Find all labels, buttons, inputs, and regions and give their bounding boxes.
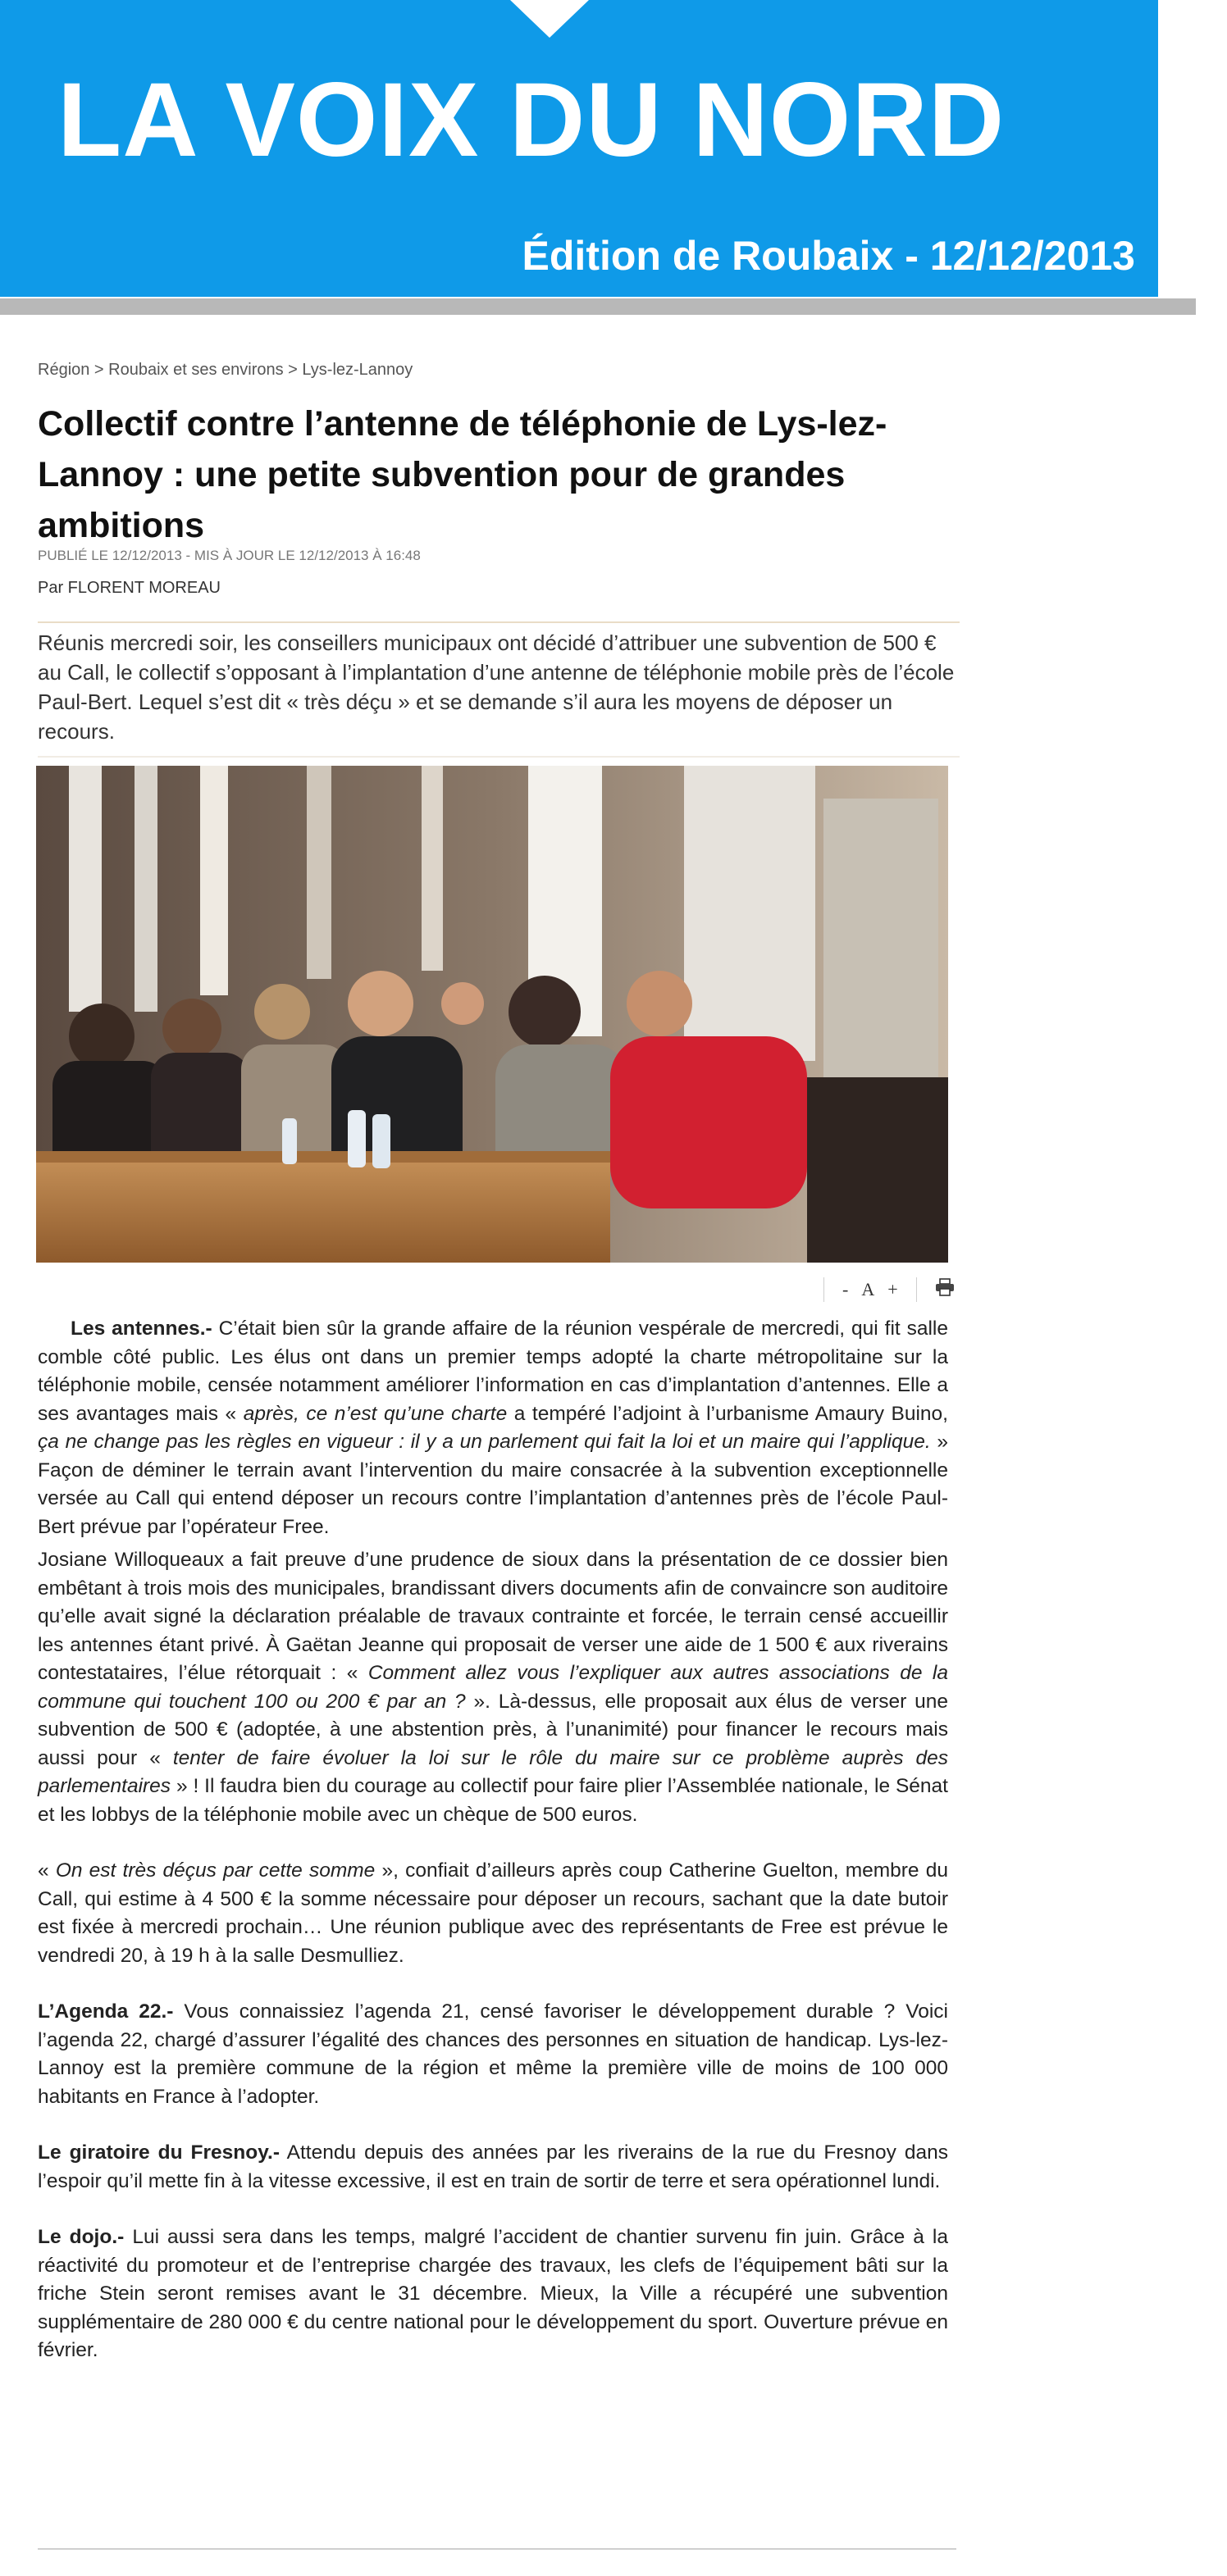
masthead-notch (510, 0, 589, 38)
article-lead: Réunis mercredi soir, les conseillers municipaux ont décidé d’attribuer une subvention de 500 € au Call, le collectif s’opposant à l’implantation d’une antenne de téléphonie mobile près de l’école Paul-Bert. Lequel s’est dit « très déçu » et se demande s’il aura les moyens de déposer un recours. (38, 630, 955, 744)
author-byline: Par FLORENT MOREAU (38, 579, 221, 597)
quote: ça ne change pas les règles en vigueur : il y a un parlement qui fait la loi et un maire qui l’applique. (38, 1431, 931, 1453)
article-headline: Collectif contre l’antenne de téléphonie de Lys-lez-Lannoy : une petite subvention pour de grandes ambitions (38, 404, 887, 545)
section-title: L’Agenda 22.- (38, 2000, 174, 2023)
section-title: Les antennes.- (71, 1318, 212, 1340)
printer-icon-glyph (935, 1278, 955, 1296)
paragraph-guelton (38, 1857, 948, 1970)
text: ». Là-dessus, elle proposait aux élus de verser une subvention de 500 € (adoptée, à une abstention près, à l’unanimité) pour financer le recours mais aussi pour « (38, 1690, 948, 1769)
text: Josiane Willoqueaux a fait preuve d’une prudence de sioux dans la présentation de ce dossier bien embêtant à trois mois des municipales, brandissant divers documents afin de convaincre son auditoire qu’elle avait signé la déclaration préalable de travaux contrainte et forcée, le terrain censé accueillir les antennes étant privé. À Gaëtan Jeanne qui proposait de verser une aide de 1 500 € aux riverains contestataires, l’élue rétorquait : « (38, 1549, 948, 1684)
header-divider (0, 298, 1196, 315)
article-end-divider (38, 2548, 956, 2550)
paragraph-antennes (38, 1315, 948, 1541)
article-body (38, 1315, 948, 2365)
text: Attendu depuis des années par les riverains de la rue du Fresnoy dans l’espoir qu’il mette fin à la vitesse excessive, il est en train de sortir de terre et sera opérationnel lundi. (38, 2141, 948, 2192)
section-title: Le dojo.- (38, 2226, 125, 2248)
paragraph-dojo (38, 2223, 948, 2365)
quote: tenter de faire évoluer la loi sur le rôle du maire sur ce problème auprès des parlementaires (38, 1746, 948, 1797)
text: Vous connaissiez l’agenda 21, censé favoriser le développement durable ? Voici l’agenda 22, chargé d’assurer l’égalité des chances des personnes en situation de handicap. Lys-lez-Lannoy est la première commune de la région et même la première ville de moins de 100 000 habitants en France à l’adopter. (38, 2000, 948, 2108)
council-meeting-photo (36, 766, 948, 1263)
publication-dates: PUBLIÉ LE 12/12/2013 - MIS À JOUR LE 12/12/2013 À 16:48 (38, 548, 421, 563)
tools-separator (823, 1277, 824, 1302)
text: a tempéré l’adjoint à l’urbanisme Amaury Buino, (507, 1402, 948, 1425)
text: Lui aussi sera dans les temps, malgré l’accident de chantier survenu fin juin. Grâce à la réactivité du promoteur et de l’entreprise chargée des travaux, les clefs de l’équipement bâti sur la friche Stein seront remises avant le 31 décembre. Mieux, la Ville a récupéré une subvention supplémentaire de 280 000 € du centre national pour le développement du sport. Ouverture prévue en février. (38, 2226, 949, 2361)
quote: On est très déçus par cette somme (55, 1859, 376, 1882)
text: », confiait d’ailleurs après coup Catherine Guelton, membre du Call, qui estime à 4 500 € la somme nécessaire pour déposer un recours, sachant que la date butoir est fixée à mercredi prochain… Une réunion publique avec des représentants de Free est prévue le vendredi 20, à 19 h à la salle Desmulliez. (38, 1859, 948, 1967)
lead-divider-bottom (38, 756, 960, 758)
quote: après, ce n’est qu’une charte (243, 1402, 508, 1425)
paragraph-agenda-22 (38, 1998, 948, 2111)
paragraph-willoqueaux (38, 1546, 948, 1829)
quote: Comment allez vous l’expliquer aux autres associations de la commune qui touchent 100 ou 200 € par an ? (38, 1662, 948, 1713)
text: » Façon de déminer le terrain avant l’intervention du maire consacrée à la subvention exceptionnelle versée au Call qui entend déposer un recours contre l’implantation d’antennes près de l’école Paul-Bert prévue par l’opérateur Free. (38, 1431, 948, 1538)
masthead-banner (0, 0, 1158, 297)
text-size-tools (812, 1276, 961, 1304)
text: » ! Il faudra bien du courage au collectif pour faire plier l’Assemblée nationale, le Sénat et les lobbys de la téléphonie mobile avec un chèque de 500 euros. (38, 1775, 948, 1826)
printer-icon[interactable] (928, 1278, 961, 1301)
tools-separator (916, 1277, 917, 1302)
paragraph-giratoire (38, 2139, 948, 2196)
text: « (38, 1859, 56, 1882)
newspaper-logo: LA VOIX DU NORD (57, 61, 1006, 179)
section-title: Le giratoire du Fresnoy.- (38, 2141, 280, 2164)
increase-font-button[interactable]: + (887, 1279, 898, 1299)
text: C’était bien sûr la grande affaire de la réunion vespérale de mercredi, qui fit salle comble côté public. Les élus ont dans un premier temps adopté la charte métropolitaine sur la téléphonie mobile, censée notamment améliorer l’information en cas d’implantation d’antennes. Elle a ses avantages mais « (38, 1318, 948, 1425)
decrease-font-button[interactable]: - (842, 1279, 849, 1299)
article-photo (36, 766, 948, 1263)
edition-date: Édition de Roubaix - 12/12/2013 (522, 233, 1135, 279)
font-size-label: A (861, 1279, 875, 1299)
breadcrumb[interactable]: Région > Roubaix et ses environs > Lys-lez-Lannoy (38, 361, 413, 379)
lead-divider (38, 621, 960, 623)
